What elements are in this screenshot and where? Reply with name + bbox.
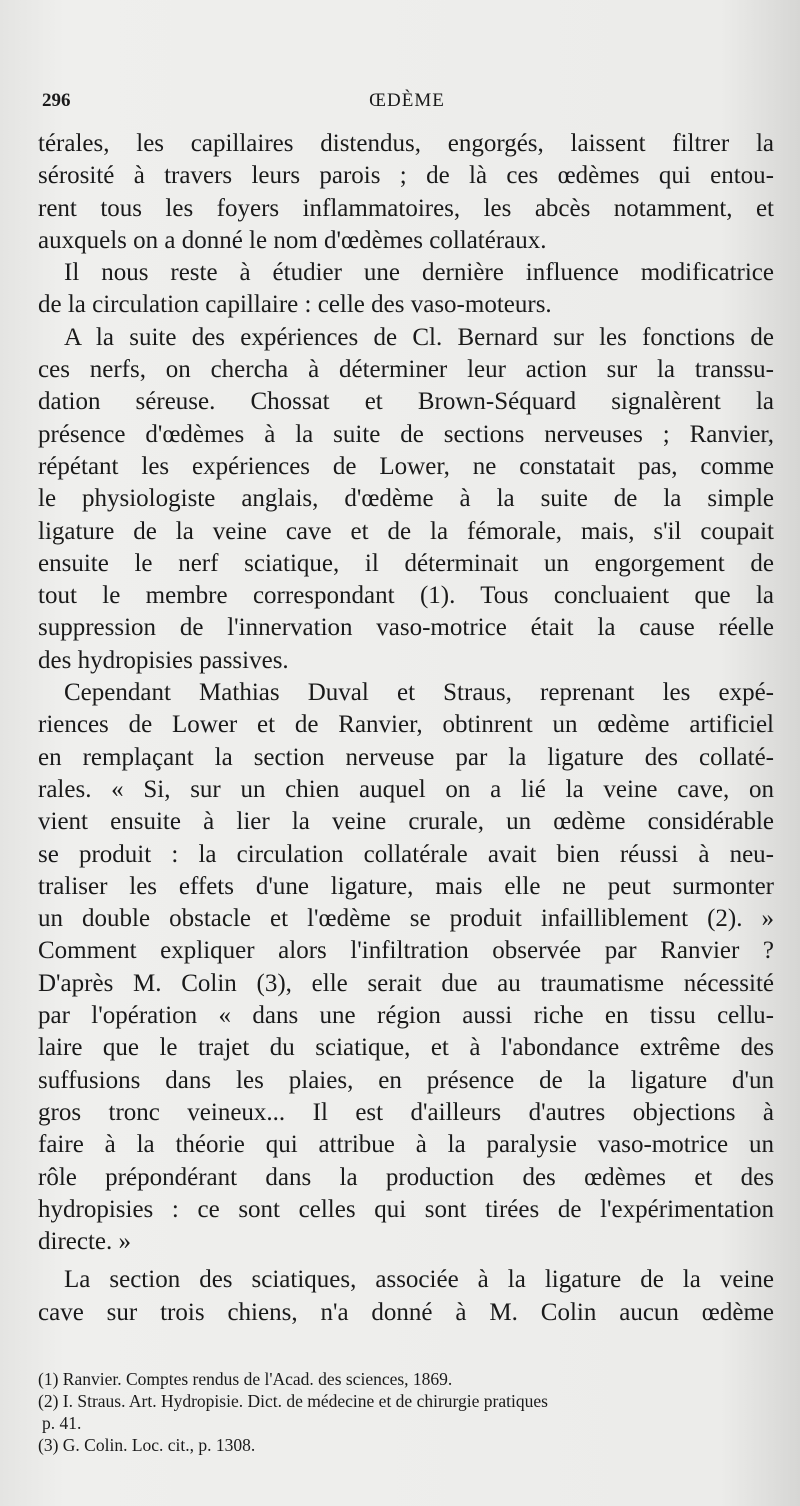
text-line: tout le membre correspondant (1). Tous concluaient que la: [38, 582, 774, 610]
page-number: 296: [42, 90, 71, 111]
text-line: vient ensuite à lier la veine crurale, un œdème considérable: [38, 808, 774, 836]
footnote: (1) Ranvier. Comptes rendus de l'Acad. des sciences, 1869.: [38, 1369, 453, 1389]
text-line: ensuite le nerf sciatique, il déterminait un engorgement de: [38, 549, 774, 577]
text-line: présence d'œdèmes à la suite de sections nerveuses ; Ranvier,: [38, 420, 774, 448]
text-line: dation séreuse. Chossat et Brown-Séquard signalèrent la: [38, 388, 774, 416]
text-line: suppression de l'innervation vaso-motrice était la cause réelle: [38, 614, 774, 642]
text-line: D'après M. Colin (3), elle serait due au traumatisme nécessité: [38, 969, 774, 997]
text-line: suffusions dans les plaies, en présence de la ligature d'un: [38, 1066, 774, 1094]
body-text: [38, 128, 774, 1329]
text-line: gros tronc veineux... Il est d'ailleurs d'autres objections à: [38, 1098, 774, 1126]
text-line: riences de Lower et de Ranvier, obtinrent un œdème artificiel: [38, 711, 774, 739]
text-line: Cependant Mathias Duval et Straus, reprenant les expé-: [64, 679, 774, 707]
footnotes: [38, 1368, 778, 1456]
text-line: de la circulation capillaire : celle des vaso-moteurs.: [38, 291, 552, 319]
text-line: térales, les capillaires distendus, engorgés, laissent filtrer la: [38, 130, 774, 157]
text-line: rôle prépondérant dans la production des œdèmes et des: [38, 1163, 774, 1191]
text-line: un double obstacle et l'œdème se produit infailliblement (2). »: [38, 905, 774, 933]
text-line: rent tous les foyers inflammatoires, les abcès notamment, et: [38, 194, 774, 222]
text-line: traliser les effets d'une ligature, mais elle ne peut surmonter: [38, 872, 774, 900]
footnote-continuation: p. 41.: [42, 1413, 82, 1433]
text-line: répétant les expériences de Lower, ne constatait pas, comme: [38, 452, 774, 480]
text-line: le physiologiste anglais, d'œdème à la suite de la simple: [38, 485, 774, 513]
footnote: (3) G. Colin. Loc. cit., p. 1308.: [38, 1435, 256, 1455]
text-line: Il nous reste à étudier une dernière influence modificatrice: [64, 259, 774, 287]
text-line: laire que le trajet du sciatique, et à l'abondance extrême des: [38, 1034, 774, 1062]
text-line: en remplaçant la section nerveuse par la ligature des collaté-: [38, 743, 774, 771]
footnote: (2) I. Straus. Art. Hydropisie. Dict. de médecine et de chirurgie pratiques: [38, 1391, 548, 1411]
text-line: faire à la théorie qui attribue à la paralysie vaso-motrice un: [38, 1131, 774, 1159]
text-line: cave sur trois chiens, n'a donné à M. Colin aucun œdème: [38, 1298, 774, 1326]
text-line: ligature de la veine cave et de la fémorale, mais, s'il coupait: [38, 517, 774, 545]
text-line: Comment expliquer alors l'infiltration observée par Ranvier ?: [38, 937, 774, 965]
running-title: ŒDÈME: [369, 90, 445, 111]
text-line: sérosité à travers leurs parois ; de là ces œdèmes qui entou-: [38, 162, 774, 190]
page-header: [36, 86, 778, 116]
text-line: se produit : la circulation collatérale avait bien réussi à neu-: [38, 840, 774, 868]
text-line: directe. »: [38, 1228, 132, 1256]
text-line: hydropisies : ce sont celles qui sont tirées de l'expérimentation: [38, 1195, 774, 1223]
text-line: rales. « Si, sur un chien auquel on a lié la veine cave, on: [38, 775, 774, 803]
text-line: La section des sciatiques, associée à la ligature de la veine: [64, 1266, 774, 1294]
text-line: par l'opération « dans une région aussi riche en tissu cellu-: [38, 1002, 774, 1030]
text-line: des hydropisies passives.: [38, 646, 289, 674]
text-line: auxquels on a donné le nom d'œdèmes collatéraux.: [38, 226, 547, 254]
text-line: A la suite des expériences de Cl. Bernard sur les fonctions de: [64, 323, 774, 351]
text-line: ces nerfs, on chercha à déterminer leur action sur la transsu-: [38, 356, 774, 384]
